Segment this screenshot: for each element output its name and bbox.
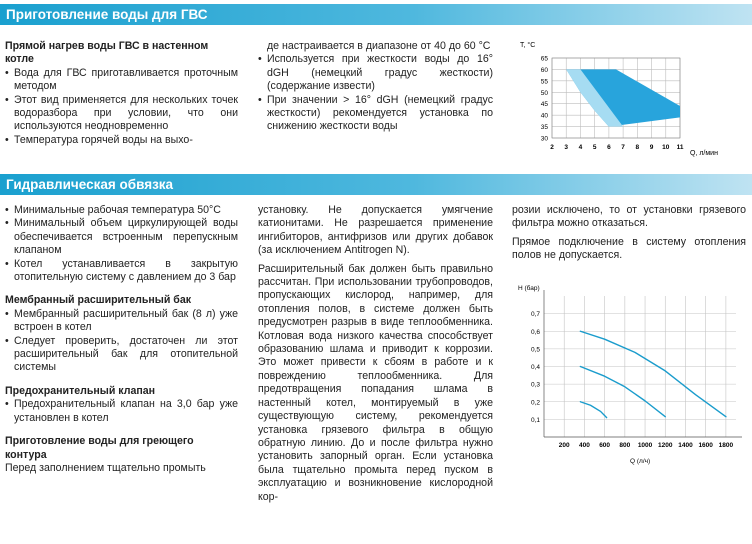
y-tick-label: 30 xyxy=(540,135,548,143)
y-tick-label: 65 xyxy=(540,55,548,63)
continuation-text: де настраивается в диапазоне от 40 до 60 °С xyxy=(267,40,491,52)
list-item: • Мембранный расширительный бак (8 л) уже встроен в котел xyxy=(5,308,238,335)
expansion-tank-list xyxy=(5,308,238,375)
temperature-flow-chart xyxy=(510,38,750,163)
section1-column-2 xyxy=(258,40,493,134)
expansion-tank-heading: Мембранный расширительный бак xyxy=(5,294,192,307)
chart-x-label: Q (л/ч) xyxy=(630,458,651,465)
chart-y-ticks xyxy=(531,311,540,424)
x-tick-label: 1400 xyxy=(678,442,693,449)
x-tick-label: 10 xyxy=(662,144,670,151)
x-tick-label: 1800 xyxy=(718,442,734,449)
x-tick-label: 7 xyxy=(621,144,625,151)
section2-column-1 xyxy=(5,204,238,475)
chart-y-label: T, °C xyxy=(520,42,536,49)
heating-water-text: Перед заполнением тщательно промыть xyxy=(5,461,206,474)
chart-curve-curve1 xyxy=(580,331,726,416)
section1-column-1 xyxy=(5,40,238,147)
y-tick-label: 0,3 xyxy=(530,381,540,389)
x-tick-label: 400 xyxy=(578,442,590,449)
paragraph: розии исключено, то от установки грязевого фильтра можно отказаться. xyxy=(512,204,746,230)
pressure-flow-chart xyxy=(512,278,748,470)
y-tick-label: 40 xyxy=(540,112,548,120)
y-tick-label: 0,4 xyxy=(530,364,540,371)
y-tick-label: 0,7 xyxy=(530,311,540,319)
section2-column-2 xyxy=(258,204,493,504)
heating-water-heading: Приготовление воды для греющего контура xyxy=(5,435,194,461)
x-tick-label: 1200 xyxy=(658,442,673,449)
x-tick-label: 1000 xyxy=(637,442,653,449)
chart-y-ticks xyxy=(541,56,549,143)
chart-x-ticks xyxy=(559,442,734,449)
chart-x-ticks xyxy=(550,144,684,151)
y-tick-label: 60 xyxy=(540,66,548,74)
y-tick-label: 0,6 xyxy=(530,328,540,336)
section-header-hydraulic: Гидравлическая обвязка xyxy=(0,174,752,195)
y-tick-label: 0,5 xyxy=(530,346,540,354)
x-tick-label: 5 xyxy=(592,144,597,151)
list-item: • Используется при жесткости воды до 16° dGH (немецкий градус жесткости) (содержание извести) xyxy=(258,53,493,93)
section-header-dhw: Приготовление воды для ГВС xyxy=(0,4,752,25)
list-item: • Этот вид применяется для нескольких точек водоразбора при условии, что они используются неодновременно xyxy=(5,94,238,134)
x-tick-label: 9 xyxy=(649,144,654,151)
chart-grid xyxy=(544,290,742,437)
x-tick-label: 6 xyxy=(607,144,611,151)
list-item: • Вода для ГВС приготавливается проточным методом xyxy=(5,67,238,94)
safety-valve-list xyxy=(5,398,238,425)
list-item: • Минимальный объем циркулирующей воды обеспечивается встроенным перепускным клапаном xyxy=(5,217,238,257)
x-tick-label: 600 xyxy=(599,442,611,449)
y-tick-label: 45 xyxy=(540,101,548,109)
x-tick-label: 11 xyxy=(676,144,684,151)
y-tick-label: 0,2 xyxy=(530,399,540,407)
paragraph: Расширительный бак должен быть правильно рассчитан. При использовании трубопроводов, пропускающих кислород, например, для отопления полов, в системе должен быть предусмотрен разрыв в виде теплообменника. Котловая вода низкого качества способствует образованию шлама и приводит к коррозии. Это может привести к сбоям в работе и к повреждению теплообменника. Для предотвращения попадания шлама в настенный котел, монтируемый в уже существующую систему, рекомендуется установка грязевого фильтра в общую обратную линию. До и после фильтра нужно установить запорный орган. Если установка была тщательно промыта перед пуском в эксплуатацию и возникновение кислородной кор- xyxy=(258,262,493,503)
list-item: • Следует проверить, достаточен ли этот расширительный бак для отопительной системы xyxy=(5,335,238,375)
y-tick-label: 55 xyxy=(540,78,548,86)
y-tick-label: 50 xyxy=(540,89,548,97)
list-item: • При значении > 16° dGH (немецкий градус жесткости) рекомендуется установка по снижению жесткости воды xyxy=(258,94,493,134)
x-tick-label: 3 xyxy=(564,144,569,151)
chart-x-label: Q, л/мин xyxy=(690,150,718,157)
hardness-bullet-list xyxy=(258,53,493,133)
paragraph: Прямое подключение в систему отопления полов не допускается. xyxy=(512,235,746,262)
x-tick-label: 200 xyxy=(558,442,570,449)
list-item: • Котел устанавливается в закрытую отопительную систему с давлением до 3 бар xyxy=(5,258,238,285)
list-item: • Температура горячей воды на выхо- xyxy=(5,134,238,147)
chart-curve-curve2 xyxy=(580,367,665,417)
x-tick-label: 2 xyxy=(550,144,554,151)
chart-y-label: Н (бар) xyxy=(518,285,540,292)
list-item: • Предохранительный клапан на 3,0 бар уже установлен в котел xyxy=(5,398,238,425)
paragraph: установку. Не допускается умягчение катионитами. Не разрешается применение ингибиторов, антифризов или других добавок (за исключением Antitrogen N). xyxy=(258,204,493,257)
x-tick-label: 1600 xyxy=(698,442,713,449)
hydraulic-bullet-list xyxy=(5,204,238,284)
y-tick-label: 0,1 xyxy=(530,416,540,424)
section2-column-3 xyxy=(512,204,746,263)
dhw-heading: Прямой нагрев воды ГВС в настенном котле xyxy=(5,40,209,66)
chart-curves xyxy=(580,331,726,417)
x-tick-label: 4 xyxy=(578,144,583,151)
y-tick-label: 35 xyxy=(540,124,548,132)
safety-valve-heading: Предохранительный клапан xyxy=(5,384,156,397)
x-tick-label: 8 xyxy=(635,144,640,151)
x-tick-label: 800 xyxy=(619,442,631,449)
dhw-bullet-list xyxy=(5,67,238,147)
list-item: • Минимальные рабочая температура 50°С xyxy=(5,204,238,217)
